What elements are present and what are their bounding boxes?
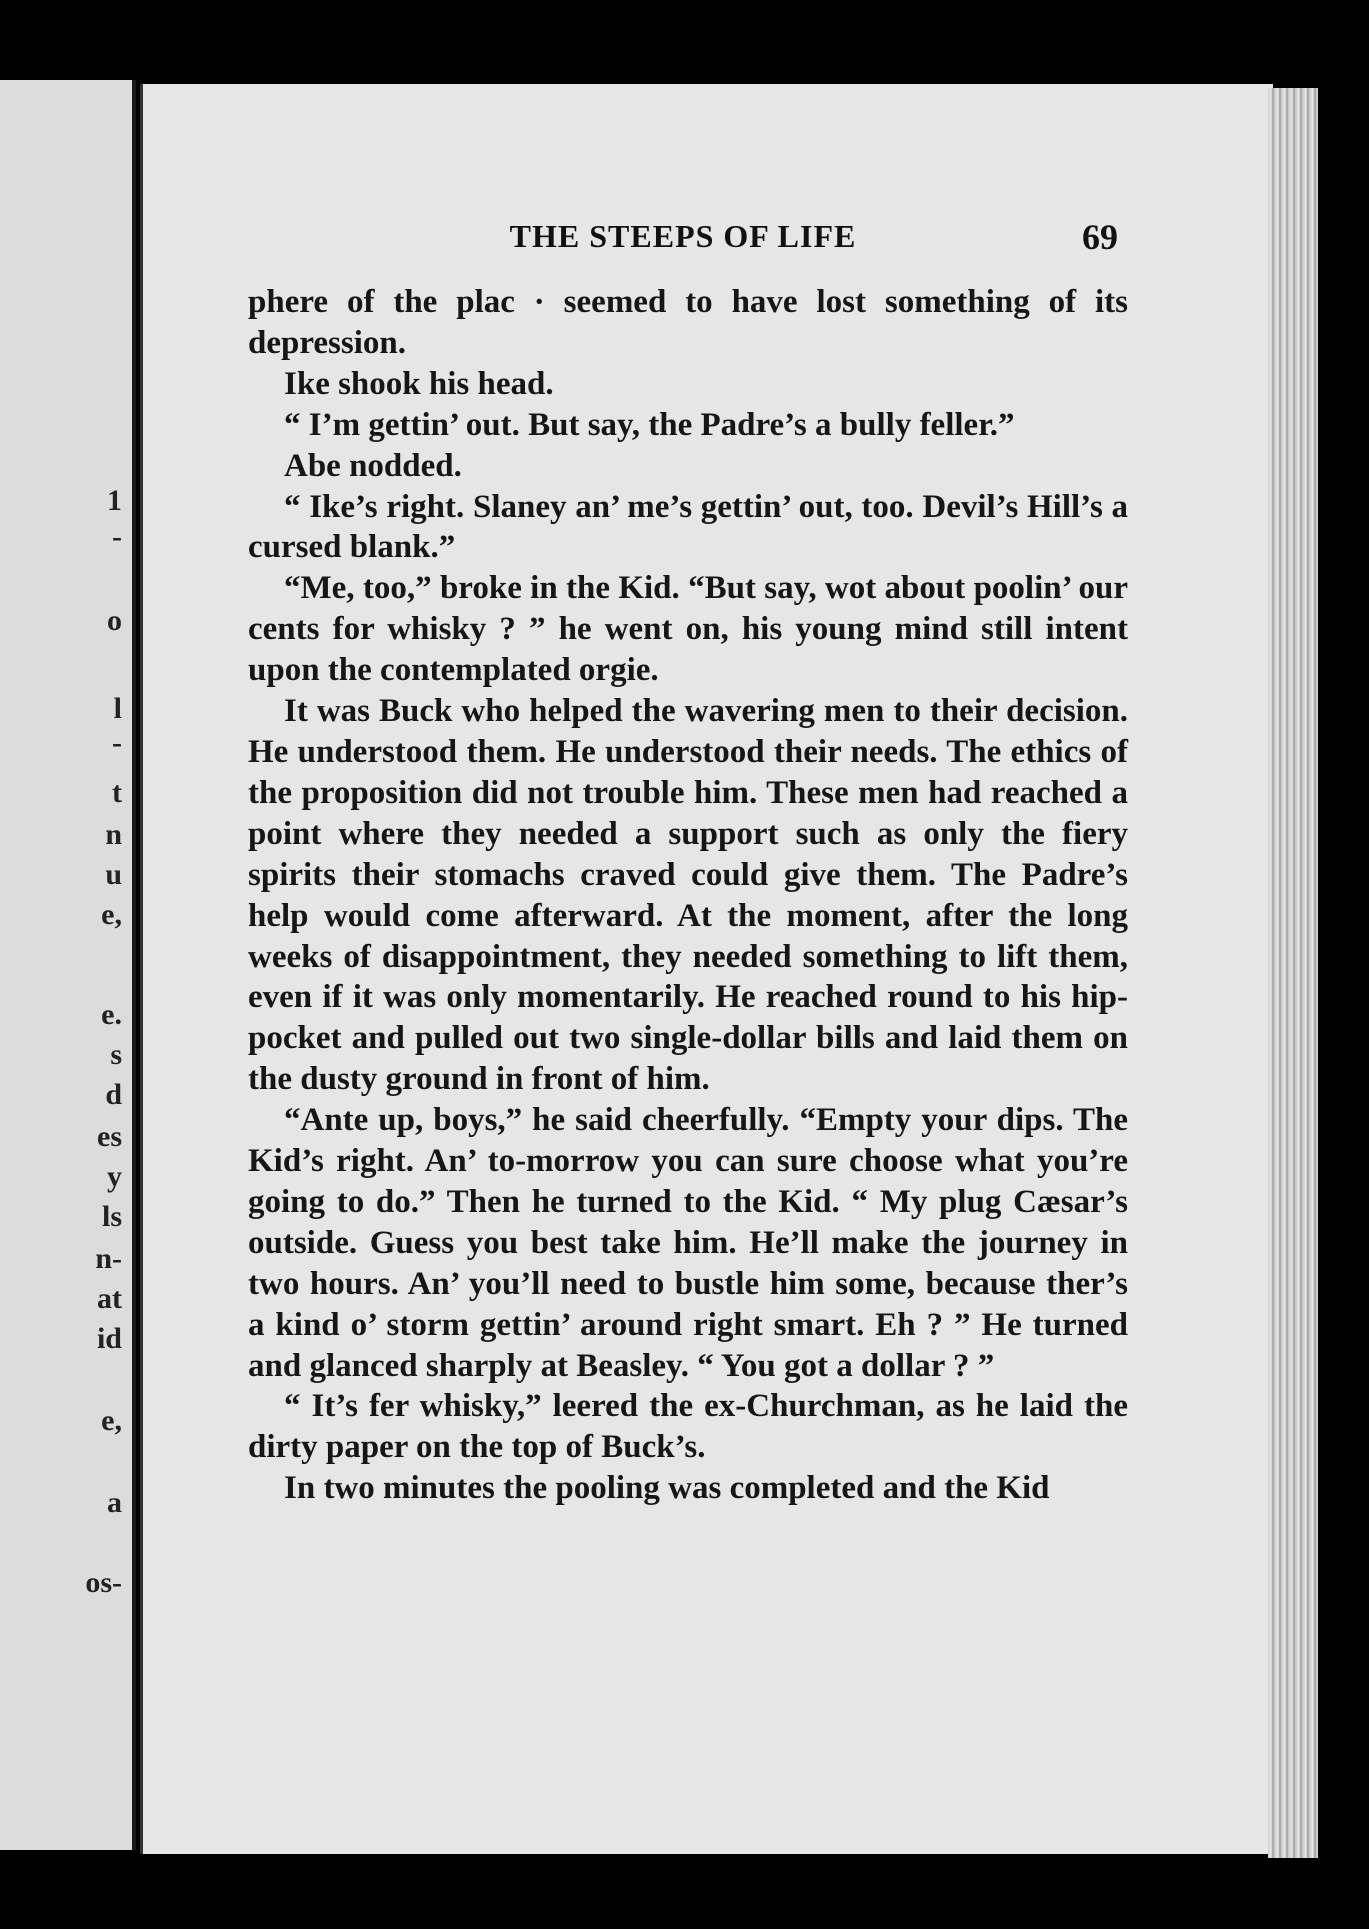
facing-page-text: y: [107, 1160, 122, 1193]
facing-page-text: e.: [101, 998, 122, 1031]
facing-page-text: e,: [101, 1404, 122, 1437]
facing-page-text: ls: [101, 1200, 122, 1233]
paragraph: Ike shook his head.: [284, 365, 554, 402]
paragraph: It was Buck who helped the wavering men to their decision. He understood them. He understood their needs. The ethics of the proposition did not trouble him. These men had reached a point where they needed a support such as only the fiery spirits their stomachs craved could give them. The Padre’s help would come afterward. At the moment, after the long weeks of disappointment, they needed something to lift them, even if it was only momentarily. He reached round to his hip-pocket and pulled out two single-dollar bills and laid them on the dusty ground in front of him.: [248, 693, 1128, 1098]
facing-page-text: 1: [107, 484, 122, 517]
facing-page-text: u: [105, 858, 122, 891]
paragraph: In two minutes the pooling was completed and the Kid: [284, 1470, 1050, 1507]
facing-page-text: s: [110, 1038, 122, 1071]
facing-page-text: -: [112, 520, 122, 553]
facing-page-text: n: [105, 818, 122, 851]
running-title: THE STEEPS OF LIFE: [509, 218, 857, 254]
paragraph: “ It’s fer whisky,” leered the ex-Churchman, as he laid the dirty paper on the top of Buck’s.: [248, 1388, 1128, 1466]
facing-page-fragment: [0, 80, 136, 1850]
paragraph: “Me, too,” broke in the Kid. “But say, wot about poolin’ our cents for whisky ? ” he went on, his young mind still intent upon the contemplated orgie.: [248, 570, 1128, 689]
page-header: [248, 214, 1118, 264]
facing-page-text: es: [97, 1120, 122, 1153]
facing-page-text: os-: [85, 1566, 122, 1599]
facing-page-text: l: [113, 692, 122, 725]
page-edges: [1268, 88, 1318, 1858]
body-text: [248, 282, 1128, 1509]
paragraph: “Ante up, boys,” he said cheerfully. “Empty your dips. The Kid’s right. An’ to-morrow you can sure choose what you’re going to do.” Then he turned to the Kid. “ My plug Cæsar’s outside. Guess you best take him. He’ll make the journey in two hours. An’ you’ll need to bustle him some, because ther’s a kind o’ storm gettin’ around right smart. Eh ? ” He turned and glanced sharply at Beasley. “ You got a dollar ? ”: [248, 1102, 1128, 1384]
facing-page-text: o: [107, 604, 122, 637]
facing-page-text: a: [107, 1486, 122, 1519]
paragraph: phere of the plac · seemed to have lost something of its depression.: [248, 284, 1128, 361]
paragraph: Abe nodded.: [284, 447, 462, 484]
paragraph: “ I’m gettin’ out. But say, the Padre’s a bully feller.”: [284, 406, 1015, 443]
facing-page-text: e,: [101, 898, 122, 931]
facing-page-text: id: [96, 1322, 122, 1355]
facing-page-text: at: [97, 1282, 122, 1315]
paragraph: “ Ike’s right. Slaney an’ me’s gettin’ out, too. Devil’s Hill’s a cursed blank.”: [248, 488, 1128, 566]
facing-page-text: n-: [95, 1242, 122, 1275]
page-number: 69: [1082, 217, 1118, 257]
facing-page-text: -: [112, 726, 122, 759]
facing-page-text: t: [112, 776, 122, 809]
facing-page-text: d: [105, 1078, 122, 1111]
